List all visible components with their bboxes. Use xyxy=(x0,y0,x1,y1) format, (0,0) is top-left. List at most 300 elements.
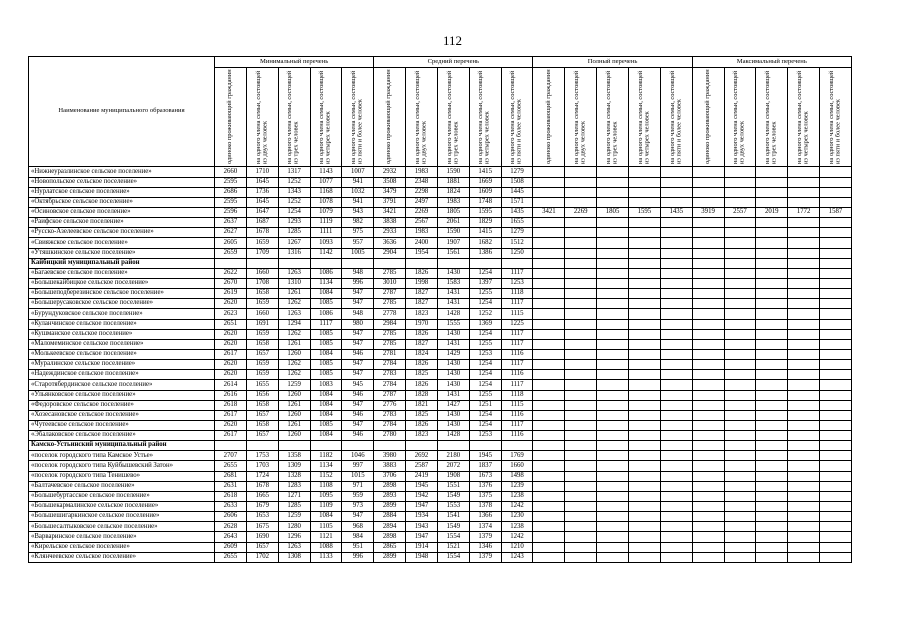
value-cell: 1143 xyxy=(310,167,342,177)
value-cell xyxy=(724,177,756,187)
municipality-name: «Ульянковское сельское поселение» xyxy=(29,390,215,400)
value-cell: 2595 xyxy=(215,197,247,207)
value-cell xyxy=(724,248,756,258)
value-cell xyxy=(692,339,724,349)
value-cell xyxy=(692,522,724,532)
value-cell: 1825 xyxy=(406,370,438,380)
value-cell xyxy=(788,349,820,359)
municipality-name: «Чутеевское сельское поселение» xyxy=(29,420,215,430)
value-cell: 1595 xyxy=(469,207,501,217)
value-cell: 1005 xyxy=(342,248,374,258)
value-cell xyxy=(788,329,820,339)
value-cell: 1225 xyxy=(501,319,533,329)
value-cell xyxy=(820,431,852,441)
value-cell xyxy=(565,278,597,288)
value-cell: 1255 xyxy=(469,390,501,400)
value-cell: 1252 xyxy=(278,177,310,187)
value-cell: 1945 xyxy=(406,481,438,491)
section-row xyxy=(29,441,852,451)
value-cell: 1134 xyxy=(310,461,342,471)
subheader-3-1 xyxy=(533,68,565,167)
value-cell xyxy=(788,471,820,481)
value-cell: 1254 xyxy=(469,420,501,430)
value-cell xyxy=(788,491,820,501)
value-cell: 1117 xyxy=(501,268,533,278)
value-cell: 1251 xyxy=(469,400,501,410)
value-cell xyxy=(374,441,406,451)
subheader-label: на одного члена семьи, состоящей из трех человек xyxy=(445,70,460,164)
value-cell xyxy=(724,420,756,430)
value-cell: 1669 xyxy=(469,177,501,187)
value-cell xyxy=(788,370,820,380)
value-cell xyxy=(692,228,724,238)
value-cell xyxy=(788,400,820,410)
table-row xyxy=(29,329,852,339)
value-cell: 1427 xyxy=(437,400,469,410)
value-cell: 1261 xyxy=(278,339,310,349)
value-cell xyxy=(788,512,820,522)
subheader-label: одиноко проживающий гражданин xyxy=(703,69,711,164)
value-cell: 1084 xyxy=(310,431,342,441)
value-cell: 1549 xyxy=(437,522,469,532)
value-cell xyxy=(660,522,692,532)
value-cell xyxy=(660,410,692,420)
value-cell xyxy=(628,360,660,370)
value-cell xyxy=(788,431,820,441)
value-cell xyxy=(660,461,692,471)
value-cell xyxy=(660,329,692,339)
municipality-name: «Большекармалинское сельское поселение» xyxy=(29,502,215,512)
value-cell xyxy=(788,309,820,319)
value-cell xyxy=(724,400,756,410)
value-cell xyxy=(565,248,597,258)
value-cell xyxy=(820,471,852,481)
value-cell xyxy=(660,238,692,248)
value-cell: 1428 xyxy=(437,431,469,441)
value-cell xyxy=(246,258,278,268)
value-cell xyxy=(820,278,852,288)
value-cell xyxy=(724,461,756,471)
value-cell: 1435 xyxy=(501,207,533,217)
value-cell: 1116 xyxy=(501,349,533,359)
value-cell xyxy=(597,289,629,299)
value-cell: 2932 xyxy=(374,167,406,177)
value-cell: 1294 xyxy=(278,319,310,329)
value-cell: 984 xyxy=(342,532,374,542)
value-cell xyxy=(533,177,565,187)
table-row xyxy=(29,278,852,288)
value-cell xyxy=(597,299,629,309)
value-cell: 1262 xyxy=(278,329,310,339)
value-cell: 1673 xyxy=(469,471,501,481)
value-cell: 2865 xyxy=(374,542,406,552)
value-cell: 1943 xyxy=(406,522,438,532)
value-cell xyxy=(692,218,724,228)
section-row xyxy=(29,258,852,268)
value-cell xyxy=(501,258,533,268)
value-cell: 1263 xyxy=(278,268,310,278)
value-cell xyxy=(820,481,852,491)
value-cell xyxy=(692,289,724,299)
value-cell xyxy=(597,461,629,471)
value-cell xyxy=(374,258,406,268)
value-cell: 1379 xyxy=(469,532,501,542)
value-cell xyxy=(215,441,247,451)
value-cell: 1571 xyxy=(501,197,533,207)
subheader-label: на одного члена семьи, состоящей из двух человек xyxy=(413,70,428,164)
value-cell: 1590 xyxy=(437,228,469,238)
value-cell: 1826 xyxy=(406,329,438,339)
table-row xyxy=(29,238,852,248)
value-cell: 1253 xyxy=(469,349,501,359)
value-cell xyxy=(756,187,788,197)
value-cell: 1243 xyxy=(501,552,533,562)
value-cell xyxy=(565,360,597,370)
value-cell: 1827 xyxy=(406,289,438,299)
value-cell xyxy=(565,532,597,542)
value-cell xyxy=(597,400,629,410)
value-cell: 2783 xyxy=(374,410,406,420)
value-cell xyxy=(756,258,788,268)
value-cell xyxy=(660,339,692,349)
value-cell: 1415 xyxy=(469,167,501,177)
value-cell: 1263 xyxy=(278,309,310,319)
subheader-4-1 xyxy=(692,68,724,167)
table-row xyxy=(29,248,852,258)
value-cell xyxy=(756,289,788,299)
subheader-2-1 xyxy=(374,68,406,167)
table-row xyxy=(29,491,852,501)
value-cell xyxy=(565,441,597,451)
value-cell: 2692 xyxy=(406,451,438,461)
value-cell xyxy=(628,451,660,461)
value-cell: 1983 xyxy=(437,197,469,207)
value-cell xyxy=(628,552,660,562)
value-cell xyxy=(628,299,660,309)
value-cell: 1084 xyxy=(310,349,342,359)
value-cell xyxy=(597,552,629,562)
value-cell xyxy=(724,238,756,248)
value-cell xyxy=(628,380,660,390)
value-cell xyxy=(597,309,629,319)
value-cell: 2933 xyxy=(374,228,406,238)
value-cell: 1117 xyxy=(501,360,533,370)
value-cell: 1645 xyxy=(246,197,278,207)
value-cell xyxy=(724,512,756,522)
value-cell xyxy=(342,441,374,451)
value-cell: 946 xyxy=(342,390,374,400)
value-cell: 1376 xyxy=(469,481,501,491)
value-cell: 1658 xyxy=(246,420,278,430)
value-cell xyxy=(660,370,692,380)
value-cell xyxy=(246,441,278,451)
value-cell xyxy=(533,491,565,501)
value-cell xyxy=(660,451,692,461)
value-cell xyxy=(788,167,820,177)
value-cell xyxy=(820,248,852,258)
value-cell: 1429 xyxy=(437,349,469,359)
value-cell xyxy=(310,258,342,268)
value-cell: 1508 xyxy=(501,177,533,187)
table-row xyxy=(29,400,852,410)
value-cell: 2631 xyxy=(215,481,247,491)
value-cell: 1431 xyxy=(437,299,469,309)
value-cell xyxy=(565,258,597,268)
value-cell: 1945 xyxy=(469,451,501,461)
value-cell: 1309 xyxy=(278,461,310,471)
value-cell: 1279 xyxy=(501,228,533,238)
value-cell xyxy=(660,431,692,441)
value-cell xyxy=(628,441,660,451)
value-cell xyxy=(565,268,597,278)
value-cell: 1583 xyxy=(437,278,469,288)
value-cell: 1837 xyxy=(469,461,501,471)
district-name: Камско-Устьинский муниципальный район xyxy=(29,441,215,451)
value-cell: 1970 xyxy=(406,319,438,329)
value-cell xyxy=(756,349,788,359)
value-cell xyxy=(533,187,565,197)
value-cell: 3838 xyxy=(374,218,406,228)
value-cell: 1254 xyxy=(469,360,501,370)
value-cell: 959 xyxy=(342,491,374,501)
value-cell xyxy=(820,420,852,430)
value-cell xyxy=(756,248,788,258)
value-cell: 1824 xyxy=(406,349,438,359)
value-cell: 2659 xyxy=(215,248,247,258)
value-cell xyxy=(660,289,692,299)
value-cell: 941 xyxy=(342,197,374,207)
value-cell: 1369 xyxy=(469,319,501,329)
value-cell xyxy=(628,461,660,471)
value-cell: 1825 xyxy=(406,410,438,420)
value-cell: 1253 xyxy=(469,431,501,441)
value-cell: 1826 xyxy=(406,268,438,278)
value-cell: 2651 xyxy=(215,319,247,329)
municipality-name: «Большерусаковское сельское поселение» xyxy=(29,299,215,309)
value-cell xyxy=(660,197,692,207)
value-cell xyxy=(565,380,597,390)
value-cell xyxy=(756,522,788,532)
value-cell xyxy=(756,370,788,380)
value-cell: 1430 xyxy=(437,268,469,278)
value-cell: 1260 xyxy=(278,431,310,441)
value-cell: 1083 xyxy=(310,380,342,390)
value-cell xyxy=(724,481,756,491)
municipality-name: «Большесалтыковское сельское поселение» xyxy=(29,522,215,532)
value-cell xyxy=(565,471,597,481)
value-cell: 1881 xyxy=(437,177,469,187)
value-cell: 1293 xyxy=(278,218,310,228)
value-cell: 2596 xyxy=(215,207,247,217)
value-cell xyxy=(692,420,724,430)
subheader-4-5 xyxy=(820,68,852,167)
value-cell: 946 xyxy=(342,410,374,420)
value-cell: 2617 xyxy=(215,349,247,359)
value-cell xyxy=(437,441,469,451)
value-cell: 1431 xyxy=(437,390,469,400)
subheader-label: на одного члена семьи, состоящей из двух человек xyxy=(732,70,746,164)
value-cell: 1657 xyxy=(246,542,278,552)
value-cell xyxy=(756,532,788,542)
value-cell xyxy=(820,542,852,552)
value-cell xyxy=(660,218,692,228)
value-cell: 2787 xyxy=(374,289,406,299)
value-cell: 1665 xyxy=(246,491,278,501)
value-cell xyxy=(533,431,565,441)
value-cell xyxy=(724,410,756,420)
value-cell xyxy=(756,502,788,512)
value-cell xyxy=(756,400,788,410)
value-cell: 1658 xyxy=(246,289,278,299)
value-cell: 1554 xyxy=(437,552,469,562)
value-cell xyxy=(628,400,660,410)
table-row xyxy=(29,177,852,187)
subheader-label: на одного члена семьи, состоящей из четырех человек xyxy=(636,70,651,164)
value-cell xyxy=(565,218,597,228)
value-cell xyxy=(756,278,788,288)
value-cell xyxy=(533,167,565,177)
value-cell xyxy=(788,360,820,370)
value-cell xyxy=(469,258,501,268)
value-cell: 3980 xyxy=(374,451,406,461)
value-cell xyxy=(788,268,820,278)
value-cell: 1431 xyxy=(437,289,469,299)
value-cell xyxy=(756,491,788,501)
value-cell xyxy=(724,289,756,299)
value-cell: 2061 xyxy=(437,218,469,228)
subheader-label: на одного члена семьи, состоящей из двух человек xyxy=(254,70,269,164)
value-cell xyxy=(756,552,788,562)
value-cell xyxy=(533,420,565,430)
value-cell xyxy=(820,400,852,410)
value-cell xyxy=(692,431,724,441)
value-cell: 943 xyxy=(342,207,374,217)
value-cell: 1085 xyxy=(310,299,342,309)
value-cell: 2781 xyxy=(374,349,406,359)
value-cell: 1553 xyxy=(437,502,469,512)
table-row xyxy=(29,431,852,441)
value-cell: 947 xyxy=(342,360,374,370)
value-cell xyxy=(597,329,629,339)
name-column-header: Наименование муниципального образования xyxy=(29,57,215,167)
value-cell xyxy=(533,410,565,420)
value-cell: 1397 xyxy=(469,278,501,288)
subheader-label: одиноко проживающий гражданин xyxy=(544,69,552,164)
value-cell: 1907 xyxy=(437,238,469,248)
value-cell xyxy=(724,268,756,278)
municipality-name: «поселок городского типа Тенишево» xyxy=(29,471,215,481)
value-cell: 1252 xyxy=(469,309,501,319)
table-row xyxy=(29,339,852,349)
value-cell xyxy=(533,339,565,349)
value-cell xyxy=(820,522,852,532)
value-cell xyxy=(788,258,820,268)
value-cell xyxy=(692,491,724,501)
municipality-name: «Раифское сельское поселение» xyxy=(29,218,215,228)
value-cell: 2783 xyxy=(374,370,406,380)
municipality-name: «Русско-Азелеевское сельское поселение» xyxy=(29,228,215,238)
value-cell xyxy=(820,349,852,359)
value-cell xyxy=(724,360,756,370)
municipality-name: «Большеподберезинское сельское поселение» xyxy=(29,289,215,299)
value-cell: 1445 xyxy=(501,187,533,197)
value-cell xyxy=(597,451,629,461)
value-cell xyxy=(565,228,597,238)
value-cell xyxy=(788,238,820,248)
value-cell xyxy=(597,431,629,441)
value-cell: 947 xyxy=(342,329,374,339)
value-cell xyxy=(724,197,756,207)
value-cell: 1252 xyxy=(278,197,310,207)
value-cell xyxy=(660,471,692,481)
value-cell: 1710 xyxy=(246,167,278,177)
value-cell xyxy=(756,218,788,228)
value-cell xyxy=(565,329,597,339)
value-cell xyxy=(788,248,820,258)
value-cell xyxy=(533,268,565,278)
table-row xyxy=(29,299,852,309)
table-row xyxy=(29,502,852,512)
value-cell: 1088 xyxy=(310,542,342,552)
value-cell: 1093 xyxy=(310,238,342,248)
value-cell xyxy=(469,441,501,451)
value-cell xyxy=(788,177,820,187)
value-cell xyxy=(660,248,692,258)
value-cell xyxy=(724,228,756,238)
municipality-name: «Большебуртасское сельское поселение» xyxy=(29,491,215,501)
subheader-label: на одного члена семьи, состоящей из трех человек xyxy=(286,70,301,164)
value-cell xyxy=(788,532,820,542)
group-header-minimal: Минимальный перечень xyxy=(215,57,374,68)
page-number: 112 xyxy=(442,33,463,48)
value-cell xyxy=(597,339,629,349)
value-cell xyxy=(820,197,852,207)
value-cell xyxy=(820,339,852,349)
value-cell: 1657 xyxy=(246,349,278,359)
value-cell xyxy=(692,167,724,177)
subheader-1-2 xyxy=(246,68,278,167)
value-cell: 1115 xyxy=(501,309,533,319)
value-cell xyxy=(597,481,629,491)
value-cell: 1115 xyxy=(501,400,533,410)
value-cell xyxy=(597,410,629,420)
value-cell xyxy=(692,441,724,451)
value-cell xyxy=(820,461,852,471)
value-cell: 2894 xyxy=(374,522,406,532)
value-cell: 1116 xyxy=(501,370,533,380)
value-cell: 1551 xyxy=(437,481,469,491)
value-cell: 1260 xyxy=(278,349,310,359)
value-cell: 1657 xyxy=(246,410,278,420)
subheader-1-5 xyxy=(342,68,374,167)
value-cell: 2660 xyxy=(215,167,247,177)
value-cell: 1430 xyxy=(437,410,469,420)
value-cell: 2633 xyxy=(215,502,247,512)
subheader-label: на одного члена семьи, состоящей из пяти и более человек xyxy=(827,70,842,164)
value-cell xyxy=(756,380,788,390)
value-cell: 2419 xyxy=(406,471,438,481)
value-cell: 1549 xyxy=(437,491,469,501)
value-cell xyxy=(660,167,692,177)
value-cell xyxy=(597,349,629,359)
value-cell xyxy=(660,400,692,410)
value-cell xyxy=(628,218,660,228)
value-cell xyxy=(788,441,820,451)
value-cell: 3919 xyxy=(692,207,724,217)
table-row xyxy=(29,360,852,370)
value-cell: 2785 xyxy=(374,339,406,349)
value-cell xyxy=(724,431,756,441)
